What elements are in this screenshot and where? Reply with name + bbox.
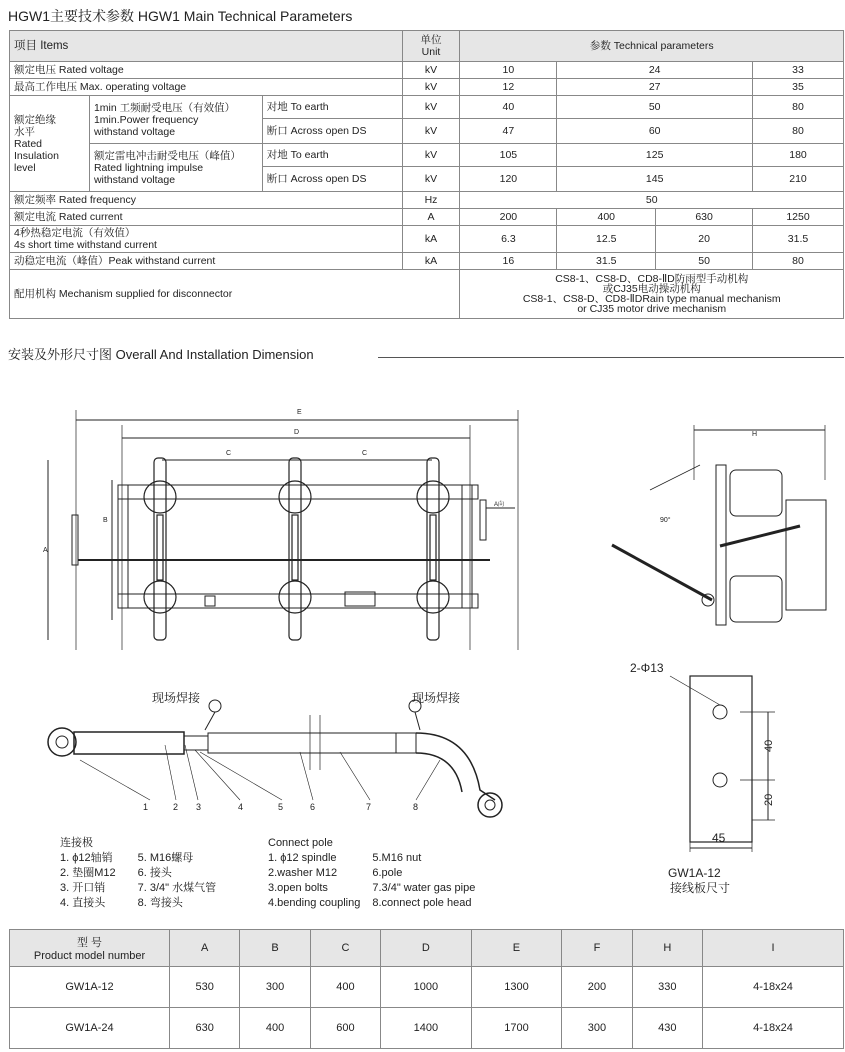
across-ds-label: 断口 Across open DS — [262, 119, 402, 144]
mechanism-value: CS8-1、CS8-D、CD8-ⅡD防雨型手动机构 或CJ35电动操动机构 CS8-1、CS8-D、CD8-ⅡDRain type manual mechanism or CJ35 motor drive mechanism — [460, 270, 844, 319]
model-dimension-table — [9, 929, 844, 1049]
unit-cell: kV — [402, 144, 460, 167]
value-cell: 630 — [656, 209, 753, 226]
cell: 200 — [562, 967, 632, 1008]
unit-cell: kV — [402, 167, 460, 192]
holes-label: 2-Φ13 — [630, 661, 664, 675]
plate-drawing — [630, 661, 775, 895]
col-header: H — [632, 930, 702, 967]
value-cell: 1250 — [753, 209, 844, 226]
angle-label: 90° — [660, 517, 671, 524]
value-cell: 50 — [557, 96, 753, 119]
a-direction-label: A向 — [494, 502, 505, 508]
row-label: 最高工作电压 Max. operating voltage — [10, 79, 403, 96]
col-header: B — [240, 930, 310, 967]
to-earth-label: 对地 To earth — [262, 144, 402, 167]
to-earth-label: 对地 To earth — [262, 96, 402, 119]
model-header: 型 号 Product model number — [10, 930, 170, 967]
value-cell: 210 — [753, 167, 844, 192]
row-label: 动稳定电流（峰值）Peak withstand current — [10, 253, 403, 270]
table-row — [10, 1008, 844, 1049]
col-header: A — [170, 930, 240, 967]
table-row — [10, 967, 844, 1008]
cell: 630 — [170, 1008, 240, 1049]
value-cell: 20 — [656, 226, 753, 253]
value-cell: 80 — [753, 119, 844, 144]
value-cell: 31.5 — [557, 253, 656, 270]
value-cell: 145 — [557, 167, 753, 192]
side-view-drawing — [612, 425, 826, 625]
cell: 400 — [240, 1008, 310, 1049]
row-label: 额定电压 Rated voltage — [10, 62, 403, 79]
cell: 4-18x24 — [703, 967, 844, 1008]
col-header: D — [381, 930, 472, 967]
value-cell: 31.5 — [753, 226, 844, 253]
row-label: 4秒热稳定电流（有效值） 4s short time withstand current — [10, 226, 403, 253]
value-cell: 27 — [557, 79, 753, 96]
insulation-label: 额定绝缘 水平 Rated Insulation level — [10, 96, 90, 192]
weld-label-2: 现场焊接 — [412, 691, 461, 705]
weld-label-1: 现场焊接 — [152, 691, 201, 705]
value-cell: 60 — [557, 119, 753, 144]
value-cell: 24 — [557, 62, 753, 79]
value-cell: 125 — [557, 144, 753, 167]
header-params: 参数 Technical parameters — [460, 31, 844, 62]
dim-a-label: A — [43, 547, 48, 554]
cell: 530 — [170, 967, 240, 1008]
value-cell: 40 — [460, 96, 557, 119]
value-cell: 120 — [460, 167, 557, 192]
value-cell: 50 — [656, 253, 753, 270]
cell: 600 — [310, 1008, 380, 1049]
cell: 400 — [310, 967, 380, 1008]
cell: 1700 — [471, 1008, 562, 1049]
part-number: 3 — [196, 802, 202, 812]
cell: 330 — [632, 967, 702, 1008]
unit-cell: Hz — [402, 192, 460, 209]
value-cell: 200 — [460, 209, 557, 226]
dim-c-label-2: C — [362, 450, 368, 457]
value-cell: 180 — [753, 144, 844, 167]
dim-h-label: H — [752, 431, 758, 438]
dim-40-label: 40 — [763, 739, 775, 752]
part-number: 2 — [173, 802, 179, 812]
header-unit: 单位 Unit — [402, 31, 460, 62]
col-header: F — [562, 930, 632, 967]
dim-d-label: D — [294, 429, 300, 436]
value-cell: 33 — [753, 62, 844, 79]
col-header: E — [471, 930, 562, 967]
cell: 1300 — [471, 967, 562, 1008]
dimension-title: 安装及外形尺寸图 Overall And Installation Dimension — [8, 347, 314, 362]
legend-en: Connect pole 1. ϕ12 spindle 2.washer M12 3.open bolts 4.bending coupling 5.M16 nut 6.pole 7.3/4" water gas pipe 8.connect pole head — [268, 837, 476, 909]
value-cell: 35 — [753, 79, 844, 96]
header-items: 项目 Items — [10, 31, 403, 62]
value-cell: 16 — [460, 253, 557, 270]
value-cell: 12 — [460, 79, 557, 96]
cell: 300 — [240, 967, 310, 1008]
value-cell: 12.5 — [557, 226, 656, 253]
part-number: 5 — [278, 802, 284, 812]
unit-cell: kA — [402, 253, 460, 270]
value-cell: 10 — [460, 62, 557, 79]
row-label: 额定电流 Rated current — [10, 209, 403, 226]
part-number: 4 — [238, 802, 244, 812]
lightning-impulse-label: 额定雷电冲击耐受电压（峰值） Rated lightning impulse withstand voltage — [89, 144, 262, 192]
front-view-drawing — [43, 409, 518, 650]
unit-cell: kV — [402, 96, 460, 119]
cell: 430 — [632, 1008, 702, 1049]
dim-c-label: C — [226, 450, 232, 457]
dim-b-label: B — [103, 517, 108, 524]
connect-pole-drawing — [48, 690, 502, 817]
value-cell: 80 — [753, 253, 844, 270]
params-title: HGW1主要技术参数 HGW1 Main Technical Parameters — [8, 8, 353, 24]
unit-cell: kV — [402, 62, 460, 79]
unit-cell: kV — [402, 119, 460, 144]
col-header: C — [310, 930, 380, 967]
unit-cell: A — [402, 209, 460, 226]
col-header: I — [703, 930, 844, 967]
plate-caption-model: GW1A-12 — [668, 866, 721, 880]
part-number: 8 — [413, 802, 419, 812]
unit-cell: kA — [402, 226, 460, 253]
value-cell: 80 — [753, 96, 844, 119]
across-ds-label: 断口 Across open DS — [262, 167, 402, 192]
cell: 300 — [562, 1008, 632, 1049]
model-name: GW1A-24 — [10, 1008, 170, 1049]
cell: 4-18x24 — [703, 1008, 844, 1049]
value-cell: 400 — [557, 209, 656, 226]
unit-cell: kV — [402, 79, 460, 96]
power-frequency-label: 1min 工频耐受电压（有效值） 1min.Power frequency withstand voltage — [89, 96, 262, 144]
cell: 1400 — [381, 1008, 472, 1049]
model-name: GW1A-12 — [10, 967, 170, 1008]
part-number: 7 — [366, 802, 372, 812]
legend-cn: 连接极 1. ϕ12轴销 2. 垫圈M12 3. 开口销 4. 直接头 5. M16螺母 6. 接头 7. 3/4" 水煤气管 8. 弯接头 — [60, 837, 217, 909]
row-label: 额定频率 Rated frequency — [10, 192, 403, 209]
dim-45-label: 45 — [712, 831, 726, 845]
value-cell: 6.3 — [460, 226, 557, 253]
mechanism-label: 配用机构 Mechanism supplied for disconnector — [10, 270, 460, 319]
dim-20-label: 20 — [763, 793, 775, 806]
cell: 1000 — [381, 967, 472, 1008]
value-cell: 105 — [460, 144, 557, 167]
value-cell: 50 — [460, 192, 844, 209]
part-number: 1 — [143, 802, 149, 812]
value-cell: 47 — [460, 119, 557, 144]
dim-e-label: E — [297, 409, 302, 416]
plate-caption-cn: 接线板尺寸 — [670, 881, 731, 895]
part-number: 6 — [310, 802, 316, 812]
